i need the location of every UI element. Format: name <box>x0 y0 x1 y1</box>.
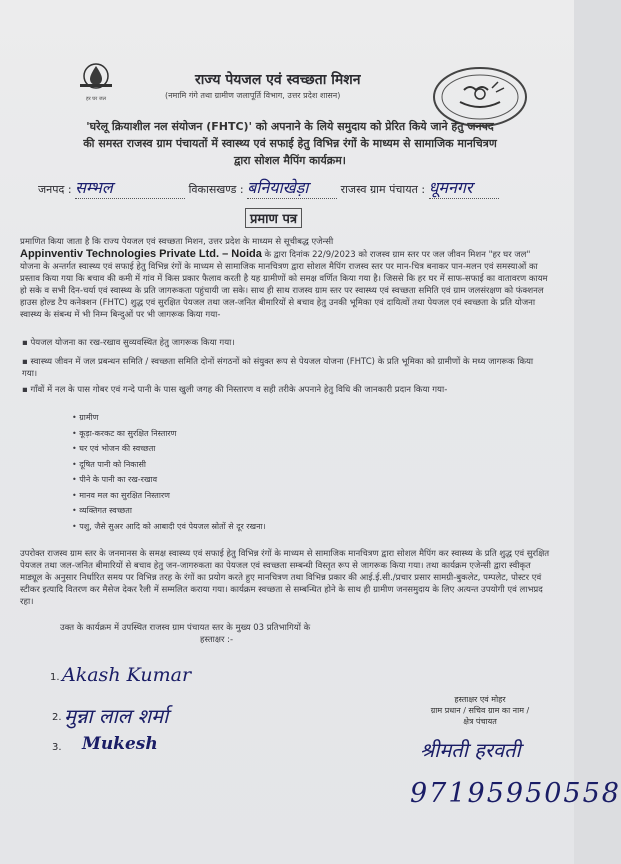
signature-3: Mukesh <box>82 734 158 754</box>
awareness-bullet-3: ▪ गाँवों में नल के पास गोबर एवं गन्दे पानी के पास खुली जगह की निस्तारण व सही तरीके अपनाने हेतु विधि की जानकारी प्रदान किया गया- <box>22 385 448 395</box>
block-value: बनियाखेड़ा <box>247 176 337 199</box>
certificate-heading: प्रमाण पत्र <box>245 208 302 228</box>
summary-paragraph: उपरोक्त राजस्व ग्राम स्तर के जनमानस के समक्ष स्वास्थ्य एवं सफाई हेतु विभिन्न रंगों के माध्यम से सामाजिक मानचित्रण द्वारा सोशल मैपिंग कर स्वास्थ्य के प्रति शुद्ध एवं सुरक्षित पेयजल तथा जल-जनित बीमारियों से बचाव हेतु जन-जागरुकता का पेयजल एवं स्वच्छता सम्बन्धी विस्तृत रूप से जागरूक किया गया। तथा कार्यक्रम एजेन्सी द्वारा स्वीकृत माड्यूल के अनुसार निर्धारित समय पर विभिन्न तरह के रंगों का प्रयोग करते हुए मानचित्रण तथा विभिन्न प्रकार की आई.ई.सी./प्रचार प्रसार सामग्री-बुकलेट, पम्पलेट, पोस्टर एवं स्टीकर इत्यादि वितरण कर मैसेज देकर रैली में सम्मलित कराया गया। कार्यक्रम स्वच्छता से सम्बन्धित होने के साथ ही ग्रामीण जनसमुदाय के लिए अत्यन्त उपयोगी एवं लाभप्रद रहा। <box>20 549 550 607</box>
participants-line: उक्त के कार्यक्रम में उपस्थित राजस्व ग्राम पंचायत स्तर के मुख्य 03 प्रतिभागियों के <box>60 623 311 633</box>
district-value: सम्भल <box>75 176 185 199</box>
gram-panchayat-label: राजस्व ग्राम पंचायत : <box>340 183 426 196</box>
signature-2: मुन्ना लाल शर्मा <box>64 704 169 728</box>
signature-number-2: 2. <box>52 712 62 723</box>
hygiene-topics-list <box>72 410 542 534</box>
district-label: जनपद : <box>38 183 72 196</box>
participants-label: हस्ताक्षर :- <box>200 635 234 645</box>
list-item: • पीने के पानी का रख-रखाव <box>72 475 158 484</box>
block-label: विकासखण्ड : <box>188 183 244 196</box>
phone-number: 97195950558 <box>410 778 621 809</box>
para1-intro: प्रमाणित किया जाता है कि राज्य पेयजल एवं स्वच्छता मिशन, उत्तर प्रदेश के माध्यम से सूचीबद्ध एजेन्सी <box>20 237 334 247</box>
awareness-bullet-1: ▪ पेयजल योजना का रख-रखाव सुव्यवस्थित हेतु जागरूक किया गया। <box>22 338 235 348</box>
logo-caption: हर घर जल <box>86 96 106 102</box>
signature-number-1: 1. <box>50 672 60 683</box>
har-ghar-jal-logo <box>70 62 122 104</box>
program-title: 'घरेलू क्रियाशील नल संयोजन (FHTC)' को अपनाने के लिये समुदाय को प्रेरित किये जाने हेतु जनपद की समस्त राजस्व ग्राम पंचायतों में स्वास्थ्य एवं सफाई हेतु विभिन्न रंगों के माध्यम से सामाजिक मानचित्रण द्वारा सोशल मैपिंग कार्यक्रम। <box>83 120 497 167</box>
signature-1: Akash Kumar <box>62 664 192 686</box>
signature-number-3: 3. <box>52 742 62 753</box>
gram-panchayat-value: धूमनगर <box>429 176 499 199</box>
list-item: • मानव मल का सुरक्षित निस्तारण <box>72 490 170 500</box>
awareness-bullet-2: ▪ स्वास्थ्य जीवन में जल प्रबन्धन समिति / स्वच्छता समिति दोनों संगठनों को संयुक्त रूप से पेयजल योजना (FHTC) के प्रति भूमिका को ग्रामीणों के मध्य जागरूक किया गया। <box>22 357 534 379</box>
list-item: • पशु, जैसे सुअर आदि को आबादी एवं पेयजल स्रोतों से दूर रखना। <box>72 521 266 531</box>
water-drop-icon <box>70 62 122 92</box>
org-subtitle: (नमामि गंगे तथा ग्रामीण जलापूर्ति विभाग, उत्तर प्रदेश शासन) <box>165 91 341 100</box>
location-fields <box>38 176 499 199</box>
list-item: • घर एवं भोजन की स्वच्छता <box>72 444 156 453</box>
list-item: • ग्रामीण <box>72 413 99 422</box>
sign-seal-label: हस्ताक्षर एवं मोहर ग्राम प्रधान / सचिव ग्राम का नाम / क्षेत्र पंचायत <box>430 695 530 726</box>
agency-name: Appinventiv Technologies Private Ltd. – Noida <box>20 248 262 260</box>
pradhan-signature: श्रीमती हरवती <box>420 738 521 762</box>
org-name: राज्य पेयजल एवं स्वच्छता मिशन <box>195 72 361 88</box>
list-item: • कूड़ा-करकट का सुरक्षित निस्तारण <box>72 428 177 438</box>
list-item: • व्यक्तिगत स्वच्छता <box>72 506 132 515</box>
para1-body: के द्वारा दिनांक 22/9/2023 को राजस्व ग्राम स्तर पर जल जीवन मिशन "हर घर जल" योजना के अन्तर्गत स्वास्थ्य एवं सफाई हेतु विभिन्न रंगों के माध्यम से सामाजिक मानचित्रण द्वारा सोशल मैपिंग राजस्व स्तर पर मान-चित्र बनाकर पान-मलन एवं समस्याओं का प्रस्ताव किया गया कि बचाव की कमी में गांव में किस प्रकार फैलाव करती है यह ग्रामीणों को समक्ष वर्णित किया गया है। जिससे कि हर घर में साफ-सफाई का वातावरण कायम हो सके व सभी दिन-चर्या एवं स्वास्थ्य के प्रति जागरूकता पहुंचायी जा सके। साथ ही साथ राजस्व ग्राम स्तर पर स्वास्थ्य एवं स्वच्छता समिति एवं ग्राम जलसंरक्षण को फंक्शनल हाउस होल्ड टैप कनेक्शन (FHTC) शुद्ध एवं सुरक्षित पेयजल तथा जल-जनित बीमारियों से बचाव हेतु उनकी भूमिका एवं दायित्वों तथा पेयजल एवं स्वच्छता के प्रति योजना स्वास्थ्य के संबन्ध में भी निम्न बिन्दुओं पर भी जागरूक किया गया- <box>20 250 548 320</box>
list-item: • दूषित पानी को निकासी <box>72 459 146 469</box>
certification-paragraph <box>20 236 550 321</box>
